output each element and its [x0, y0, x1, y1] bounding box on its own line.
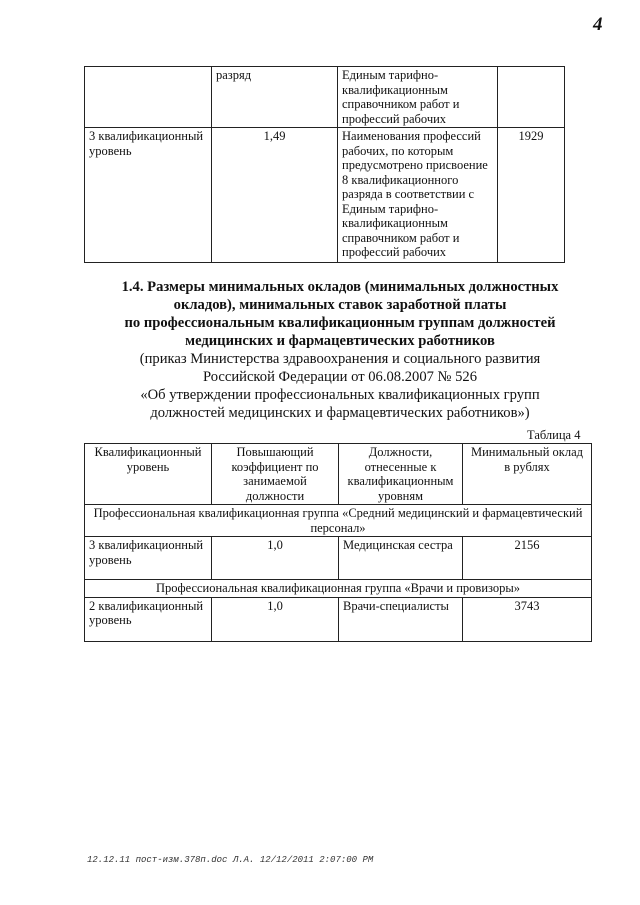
heading-line: медицинских и фармацевтических работников	[185, 333, 495, 349]
table-cell: 3 квалификационный уровень	[85, 537, 212, 580]
group-row	[85, 580, 592, 598]
heading-line: Российской Федерации от 06.08.2007 № 526	[202, 369, 478, 385]
section-heading	[60, 278, 620, 422]
table-cell: Врачи-специалисты	[339, 597, 463, 641]
table-header-row	[85, 444, 592, 505]
table-row	[85, 128, 565, 263]
heading-line: окладов), минимальных ставок заработной платы	[173, 297, 507, 313]
table-cell: 1,0	[212, 597, 339, 641]
column-header: Минимальный оклад в рублях	[463, 444, 592, 505]
table-cell: 1,0	[212, 537, 339, 580]
footer-text: 12.12.11 пост-изм.378п.doc Л.А. 12/12/2011 2:07:00 PM	[87, 855, 374, 865]
table-cell: 3 квалификационный уровень	[85, 128, 212, 263]
table-row	[85, 537, 592, 580]
table-cell: 1929	[498, 128, 565, 263]
table-cell	[85, 67, 212, 128]
group-row	[85, 505, 592, 537]
heading-line: (приказ Министерства здравоохранения и социального развития	[139, 351, 541, 367]
table-cell: Медицинская сестра	[339, 537, 463, 580]
group-title: Профессиональная квалификационная группа «Средний медицинский и фармацевтический персонал»	[85, 505, 592, 537]
column-header: Повышающий коэффициент по занимаемой должности	[212, 444, 339, 505]
heading-line: «Об утверждении профессиональных квалификационных групп	[140, 387, 540, 403]
top-table	[84, 66, 565, 263]
table-cell: Единым тарифно-квалификационным справочником работ и профессий рабочих	[338, 67, 498, 128]
table-cell: 2 квалификационный уровень	[85, 597, 212, 641]
table-row	[85, 67, 565, 128]
table-cell: разряд	[212, 67, 338, 128]
table-cell: 1,49	[212, 128, 338, 263]
salary-table	[84, 443, 592, 642]
table-cell: 3743	[463, 597, 592, 641]
page-number: 4	[593, 14, 603, 35]
table-cell: Наименования профессий рабочих, по которым предусмотрено присвоение 8 квалификационного разряда в соответствии с Единым тарифно-квалификационным справочником работ и профессий рабочих	[338, 128, 498, 263]
table-cell	[498, 67, 565, 128]
group-title: Профессиональная квалификационная группа «Врачи и провизоры»	[85, 580, 592, 598]
column-header: Квалификационный уровень	[85, 444, 212, 505]
column-header: Должности, отнесенные к квалификационным уровням	[339, 444, 463, 505]
heading-line: должностей медицинских и фармацевтических работников»)	[150, 405, 530, 421]
table-caption: Таблица 4	[527, 428, 581, 442]
heading-line: по профессиональным квалификационным группам должностей	[124, 315, 556, 331]
table-cell: 2156	[463, 537, 592, 580]
table-row	[85, 597, 592, 641]
heading-line: 1.4. Размеры минимальных окладов (минимальных должностных	[121, 279, 559, 295]
